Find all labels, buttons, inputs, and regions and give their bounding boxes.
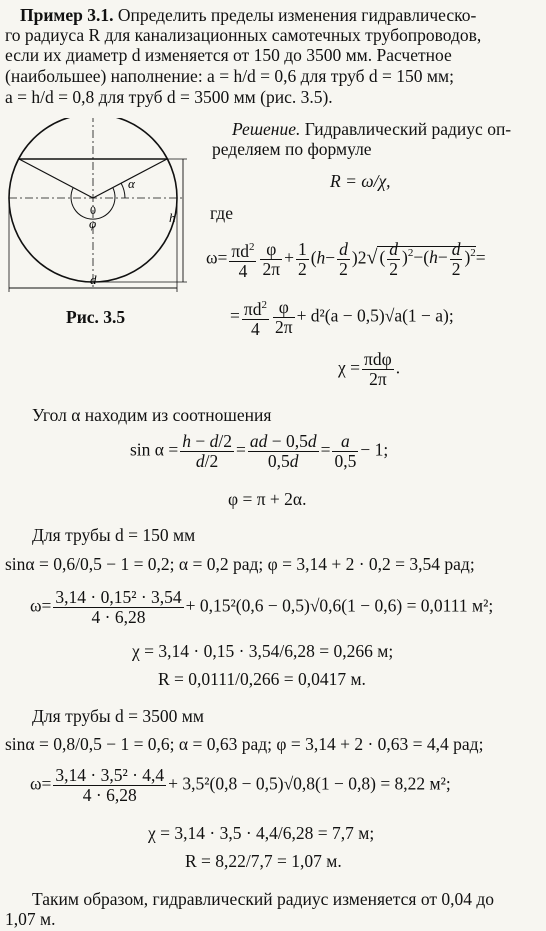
pipe150-omega: ω= $\frac{\text{3,14 · 0,15² · 3,54}}{4 \cdot 6,28}$ + 0,15²(0,6 − 0,5)√0,6(1 − 0,6) = 0,0111 м²;	[30, 587, 494, 627]
figure-caption: Рис. 3.5	[66, 307, 126, 327]
example-label: Пример 3.1.	[20, 5, 114, 25]
figure-3-5	[5, 118, 205, 308]
figure-label-h: h	[169, 210, 176, 225]
omega-line-2-tail: + d²(a − 0,5)√a(1 − a);	[296, 305, 454, 326]
example-line-4: (наибольшее) наполнение: a = h/d = 0,6 для труб d = 150 мм;	[5, 66, 454, 86]
pipe150-omega-den: 4 · 6,28	[91, 607, 146, 627]
solution-line-1	[232, 118, 511, 140]
solution-label: Решение.	[232, 119, 301, 139]
pipe150-chi: χ = 3,14 · 0,15 · 3,54/6,28 = 0,266 м;	[132, 641, 394, 661]
pipe150-omega-tail: + 0,15²(0,6 − 0,5)√0,6(1 − 0,6) = 0,0111 м²;	[185, 595, 494, 616]
figure-label-phi: φ	[89, 216, 97, 231]
where-label: где	[210, 203, 233, 223]
pipe3500-heading: Для трубы d = 3500 мм	[32, 706, 204, 726]
alpha-intro: Угол α находим из соотношения	[32, 405, 272, 425]
sin-alpha-formula: sin α = $\frac{h - d/2}{d/2}$ = $\frac{ad - 0,5d}{0,5d}$ = $\frac{a}{0,5}$ − 1;	[130, 431, 389, 471]
pipe3500-R: R = 8,22/7,7 = 1,07 м.	[185, 851, 342, 871]
pipe150-R: R = 0,0111/0,266 = 0,0417 м.	[158, 669, 366, 689]
figure-label-zero: 0	[90, 203, 96, 217]
omega-formula-line-1: ω= $\frac{\pi d^2}{4}$ $\frac{\varphi}{2\pi}$ + $\frac{1}{2}$ (h− $\frac{d}{2}$ )2√ ( $\frac{d}{2}$ )$^2$−(h− $\frac{d}{2}$ )$^2$=	[206, 238, 486, 281]
example-text-1: Определить пределы изменения гидравлическо-	[117, 5, 477, 25]
figure-label-d: d	[90, 272, 97, 287]
solution-text-1: Гидравлический радиус оп-	[304, 119, 512, 139]
pipe-cross-section-diagram	[5, 118, 205, 308]
pipe3500-omega-den: 4 · 6,28	[82, 785, 137, 805]
example-line-5: a = h/d = 0,8 для труб d = 3500 мм (рис. 3.5).	[5, 87, 333, 107]
pipe3500-sin-line: sinα = 0,8/0,5 − 1 = 0,6; α = 0,63 рад; φ = 3,14 + 2 · 0,63 = 4,4 рад;	[5, 734, 484, 754]
chi-formula-lhs: χ =	[338, 357, 361, 378]
formula-R: R = ω/χ,	[330, 171, 391, 191]
pipe3500-omega-num: 3,14 · 3,5² · 4,4	[55, 765, 165, 785]
example-line-3: если их диаметр d изменяется от 150 до 3500 мм. Расчетное	[5, 45, 452, 65]
solution-line-2: ределяем по формуле	[212, 139, 372, 159]
figure-label-alpha: α	[128, 176, 135, 191]
omega-formula-line-2: = $\frac{\pi d^2}{4}$ $\frac{\varphi}{2\pi}$ + d²(a − 0,5)√a(1 − a);	[230, 296, 454, 339]
pipe150-omega-num: 3,14 · 0,15² · 3,54	[55, 587, 182, 607]
pipe3500-omega: ω= $\frac{\text{3,14 · 3,5² · 4,4}}{4 \cdot 6,28}$ + 3,5²(0,8 − 0,5)√0,8(1 − 0,8) = 8,22 м²;	[30, 765, 451, 805]
pipe3500-omega-tail: + 3,5²(0,8 − 0,5)√0,8(1 − 0,8) = 8,22 м²;	[168, 773, 451, 794]
example-line-2: го радиуса R для канализационных самотечных трубопроводов,	[5, 25, 482, 45]
pipe3500-chi: χ = 3,14 · 3,5 · 4,4/6,28 = 7,7 м;	[148, 823, 375, 843]
pipe150-heading: Для трубы d = 150 мм	[32, 525, 196, 545]
chi-formula: χ = $\frac{\text{πdφ}}{2\pi}$ .	[338, 349, 401, 389]
conclusion-line-1: Таким образом, гидравлический радиус изменяется от 0,04 до	[32, 889, 495, 909]
phi-formula: φ = π + 2α.	[228, 489, 307, 509]
conclusion-line-2: 1,07 м.	[5, 909, 56, 929]
example-line-1	[20, 4, 476, 26]
pipe150-sin-line: sinα = 0,6/0,5 − 1 = 0,2; α = 0,2 рад; φ = 3,14 + 2 · 0,2 = 3,54 рад;	[5, 554, 475, 574]
